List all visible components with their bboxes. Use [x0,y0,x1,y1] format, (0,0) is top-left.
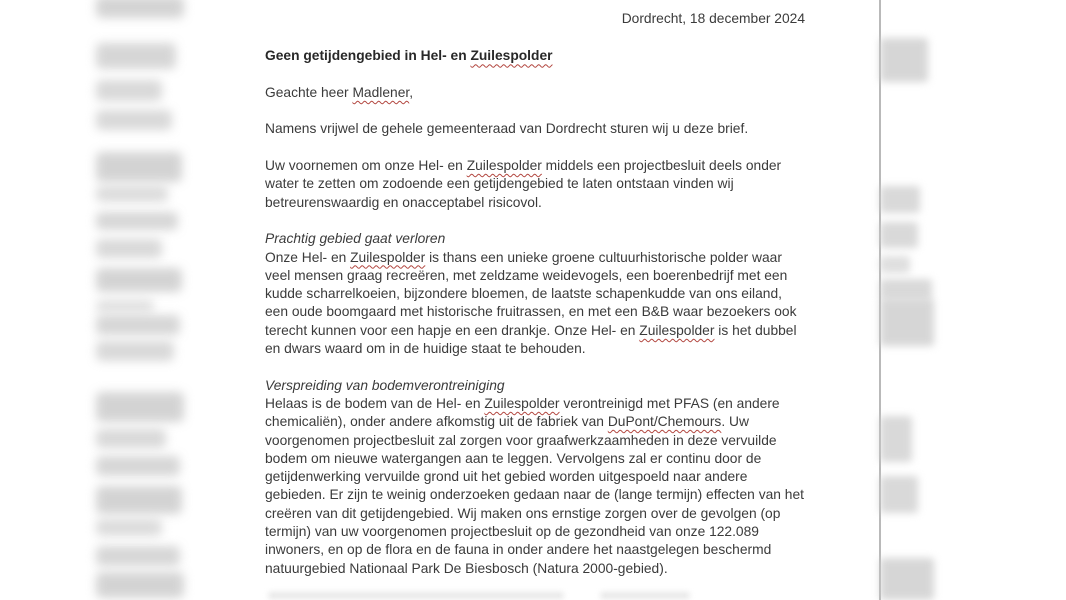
letter-date: Dordrecht, 18 december 2024 [621,11,805,26]
text-segment: is thans een unieke groene cultuurhistorische polder waar veel mensen graag recreëren, met zeldzame weidevogels, een boerenbedrijf met een kudde scharrelkoeien, bijzondere bloemen, de laatste schapenkudde van ons eiland, een oude boomgaard met historische fruitrassen, en met een B&B waar bezoekers ook terecht kunnen voor een hapje en een drankje. Onze Hel- en [265,249,797,338]
letter-paragraph [265,249,805,359]
blurred-line [96,572,184,598]
blurred-text-column-right [880,0,940,600]
blurred-line [96,268,182,292]
misspelled-word: Zuilespolder [470,48,553,64]
text-segment: is het dubbel en dwars waard om in de huidige staat te behouden. [265,322,797,357]
blurred-line [96,315,180,335]
blurred-line [96,546,180,566]
text-segment: verontreinigd met PFAS (en andere chemicaliën), onder andere afkomstig uit de fabriek van [265,395,780,430]
blurred-line [96,486,182,514]
text-segment: Geachte heer [265,84,353,100]
blurred-line [96,519,162,536]
letter-content [265,10,805,596]
text-segment: Verspreiding van bodemverontreiniging [265,377,505,393]
blurred-line [880,38,928,82]
blurred-line [880,222,918,248]
text-segment: , [409,84,414,100]
blurred-line [880,256,910,273]
blurred-text-column-left [96,0,188,600]
text-segment: Geen getijdengebied in Hel- en [265,48,471,64]
blurred-line [880,416,912,462]
blurred-line [880,476,918,513]
blurred-line [880,279,932,300]
text-segment: Uw voornemen om onze Hel- en [265,158,467,174]
misspelled-word: DuPont/Chemours [607,414,722,430]
letter-paragraph [265,120,805,138]
blurred-line [96,0,184,18]
letter-paragraph [265,395,805,578]
misspelled-word: Zuilespolder [639,322,715,338]
letter-section-heading [265,377,805,395]
blurred-line [96,341,174,361]
blurred-line [96,239,162,258]
cutoff-next-line [268,592,564,599]
blurred-line [880,186,920,213]
letter-paragraph [265,157,805,212]
text-segment: Prachtig gebied gaat verloren [265,231,446,247]
blurred-line [96,392,184,422]
blurred-line [96,152,182,182]
text-segment: middels een projectbesluit deels onder water te zetten om zodoende een getijdengebied te laten ontstaan vinden wij betreurenswaardig en onacceptabel risicovol. [265,158,782,210]
letter-body [265,47,805,578]
blurred-line [96,43,176,69]
blurred-line [96,212,178,230]
blurred-line [96,186,168,202]
text-segment: Helaas is de bodem van de Hel- en [265,395,485,411]
misspelled-word: Zuilespolder [466,158,542,174]
text-segment: Onze Hel- en [265,249,351,265]
blurred-line [96,300,154,312]
letter-section-heading [265,230,805,248]
blurred-line [96,80,162,101]
cutoff-next-line [600,592,690,599]
blurred-line [880,299,934,346]
blurred-line [96,429,166,448]
blurred-line [96,456,180,476]
text-segment: Namens vrijwel de gehele gemeenteraad van Dordrecht sturen wij u deze brief. [265,121,749,137]
misspelled-word: Madlener [352,84,410,100]
blurred-line [880,558,934,600]
misspelled-word: Zuilespolder [350,249,426,265]
misspelled-word: Zuilespolder [484,395,560,411]
letter-paragraph [265,84,805,102]
text-segment: . Uw voorgenomen projectbesluit zal zorgen voor graafwerkzaamheden in deze vervuilde bodem om nieuwe watergangen aan te leggen. Vervolgens zal er continu door de getijdenwerking vervuilde grond uit het gebied worden uitgespoeld naar andere gebieden. Er zijn te weinig onderzoeken gedaan naar de (lange termijn) effecten van het creëren van dit getijdengebied. Wij maken ons ernstige zorgen over de gevolgen (op termijn) van uw voorgenomen projectbesluit op de gezondheid van onze 122.089 inwoners, en op de flora en de fauna in onder andere het naastgelegen beschermd natuurgebied Nationaal Park De Biesbosch (Natura 2000-gebied). [265,414,804,576]
blurred-line [96,110,172,130]
letter-subject [265,47,805,65]
